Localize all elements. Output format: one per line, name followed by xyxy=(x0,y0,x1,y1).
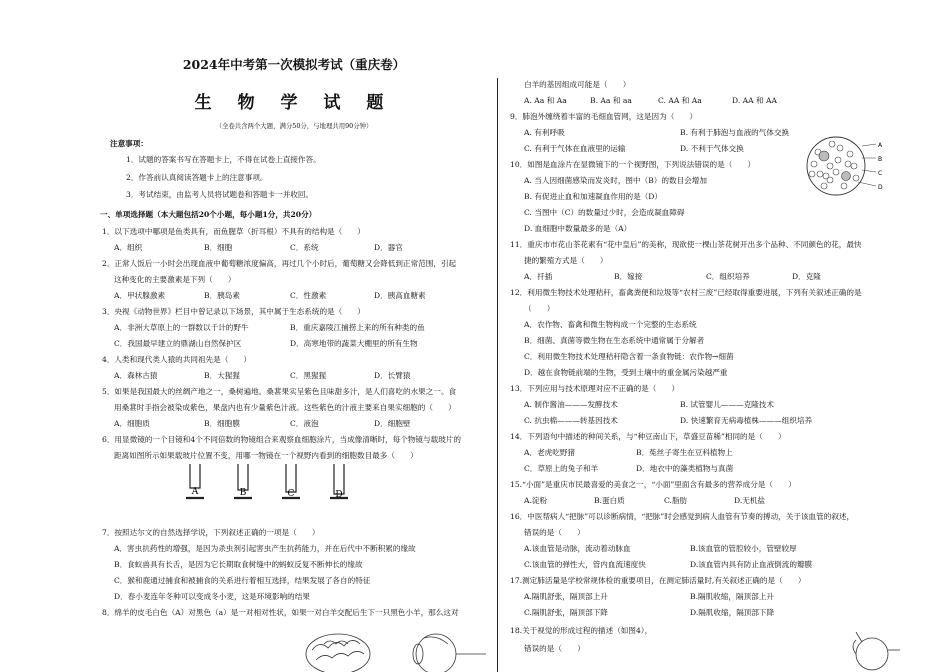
figure-label-a: A xyxy=(878,142,883,149)
option: D．高寒地带的蔬菜大棚里的所有生物 xyxy=(290,339,418,348)
subject-title: 生 物 学 试 题 xyxy=(194,93,394,113)
option: D．地衣中的藻类植物与真菌 xyxy=(636,464,734,473)
option: C．猴和鹿通过捕食和被捕食的关系进行着相互选择，结果发展了各自的特征 xyxy=(114,576,371,585)
option: B. 试管婴儿———克隆技术 xyxy=(680,400,774,409)
question-12: 12．利用微生物技术处理秸秆，畜禽粪便和垃圾等“农村三废”已经取得重要进展，下列有关叙述正确的是 xyxy=(510,288,862,297)
option: C．组织培养 xyxy=(706,272,750,281)
question-8-cont: 白羊的基因组成可能是（ ） xyxy=(524,80,631,89)
notice-item: 1．试题的答案书写在答题卡上，不得在试卷上直接作答。 xyxy=(126,155,321,164)
option: C．系统 xyxy=(290,243,319,252)
eye-figure xyxy=(842,628,902,672)
option: C．利用微生物技术处理秸秆隐含着一条食物链：农作物→细菌 xyxy=(524,352,734,361)
figure-label-c: C xyxy=(878,170,883,177)
question-1: 1．以下选项中哪项是鱼类具有，而鱼腥草（折耳根）不具有的结构是（ ） xyxy=(102,227,366,236)
column-divider xyxy=(497,78,498,672)
option: A．甲状腺激素 xyxy=(114,291,166,300)
option: C.隔肌舒张，隔顶部下降 xyxy=(524,608,608,617)
notice-item: 2．作答前认真阅读答题卡上的注意事项。 xyxy=(126,173,268,182)
question-13: 13．下列应用与技术原理对应不正确的是（ ） xyxy=(510,384,680,393)
option: A．害虫抗药性的增强，是因为杀虫剂引起害虫产生抗药能力，并在后代中不断积累的缘故 xyxy=(114,544,416,553)
option: B．菟丝子寄生在豆科植物上 xyxy=(636,448,733,457)
question-6-cont: 距离如图所示如果载玻片位置不变，用哪一物镜在一个视野内看到的细胞数目最多（ ） xyxy=(114,451,418,460)
question-10: 10．如图是血涂片在显微镜下的一个视野图，下列说法错误的是（ ） xyxy=(510,160,756,169)
option: D.隔肌收缩，隔顶部下降 xyxy=(690,608,775,617)
question-2-cont: 这种变化的主要激素是下列（ ） xyxy=(114,275,236,284)
option: B．食蚁兽具有长舌，是因为它长期取食树缝中的蚂蚁反复不断伸长的缘故 xyxy=(114,560,363,569)
option: D．春小麦连年冬种可以变成冬小麦，这是环境影响的结果 xyxy=(114,592,310,601)
option: B. 有利于肺泡与血液的气体交换 xyxy=(680,128,790,137)
question-18-cont: 错误的是（ ） xyxy=(524,644,585,653)
lens-label-c: C xyxy=(287,489,295,499)
option: B．胰岛素 xyxy=(204,291,240,300)
option: A. 制作酱油———发酵技术 xyxy=(524,400,618,409)
option: B．细胞 xyxy=(204,243,233,252)
option: B.蛋白质 xyxy=(594,496,625,505)
question-9: 9．肺泡外缠绕着丰富的毛细血管网，这是因为（ ） xyxy=(510,112,698,121)
question-5-cont: 用桑葚时手指会被染成紫色，果盘内也有少量紫色汁液。这些紫色的汁液主要来自果实细胞的（ ） xyxy=(114,403,456,412)
option: D. 快速繁育无病毒植株———组织培养 xyxy=(680,416,813,425)
option: A．组织 xyxy=(114,243,143,252)
lens-label-a: A xyxy=(191,487,199,497)
option: D. AA 和 AA xyxy=(732,96,778,105)
blood-smear-figure xyxy=(800,134,886,198)
option: A．非洲大草原上的一群数以千计的野牛 xyxy=(114,323,249,332)
option: A.淀粉 xyxy=(524,496,548,505)
question-16: 16．中医帮病人“把脉”可以诊断病情，“把脉”时会感觉到病人血管有节奏的搏动，关于该血管的叙述， xyxy=(510,512,855,521)
option: D．器官 xyxy=(374,243,403,252)
question-11: 11．重庆市市花山茶花素有“花中皇后”的美称，现欲使一棵山茶花树开出多个品种、不同颜色的花，最快 xyxy=(510,240,862,249)
option: D．胰高血糖素 xyxy=(374,291,426,300)
option: D．克隆 xyxy=(792,272,821,281)
option: C. 有利于气体在血液里的运输 xyxy=(524,144,626,153)
option: A. Aa 和 Aa xyxy=(524,96,567,105)
notice-heading: 注意事项： xyxy=(110,139,148,148)
question-15: 15.“小面”是重庆市民最喜爱的美食之一，“小面”里面含有最多的营养成分是（ ） xyxy=(510,480,796,489)
figure-label-d: D xyxy=(878,184,883,191)
question-18: 18.关于视觉的形成过程的描述（如图4）， xyxy=(510,626,653,635)
question-4: 4．人类和现代类人猿的共同祖先是（ ） xyxy=(102,355,252,364)
option: D.该血管内具有防止血液倒流的瓣膜 xyxy=(690,560,813,569)
brain-eye-figure xyxy=(296,620,496,672)
question-14: 14．下列语句中描述的种间关系，与“种豆南山下，草盛豆苗稀”相同的是（ ） xyxy=(510,432,786,441)
option: C．我国最早建立的鼎湖山自然保护区 xyxy=(114,339,242,348)
option: C. AA 和 Aa xyxy=(658,96,702,105)
option: B．重庆嘉陵江捕捞上来的所有种类的鱼 xyxy=(290,323,425,332)
option: C．液泡 xyxy=(290,419,319,428)
option: D.无机盐 xyxy=(734,496,766,505)
option: A. 当人因细菌感染而发炎时，图中（B）的数目会增加 xyxy=(524,176,707,185)
option: C.该血管的弹性大，管内血流速度快 xyxy=(524,560,646,569)
option: A．农作物、畜禽和微生物构成一个完整的生态系统 xyxy=(524,320,697,329)
option: A．扦插 xyxy=(524,272,553,281)
option: B.隔肌收缩，隔顶部上升 xyxy=(690,592,774,601)
option: B．细胞膜 xyxy=(204,419,240,428)
option: D．长臂猿 xyxy=(374,371,411,380)
option: A.该血管是动脉，流动着动脉血 xyxy=(524,544,631,553)
option: B．大猩猩 xyxy=(204,371,240,380)
question-17: 17.测定肺活量是学校常规体检的重要项目，在测定肺活量时,有关叙述正确的是（ ） xyxy=(510,576,806,585)
option: D．越在食物链前端的生物，受到土壤中的重金属污染越严重 xyxy=(524,368,728,377)
lens-label-b: B xyxy=(239,488,247,498)
figure-label-b: B xyxy=(878,156,883,163)
option: B. Aa 和 aa xyxy=(590,96,632,105)
question-7: 7．按照达尔文的自然选择学说，下列叙述正确的一项是（ ） xyxy=(102,528,320,537)
exam-title: 2024年中考第一次模拟考试（重庆卷） xyxy=(182,57,406,72)
section-heading: 一、单项选择题（本大题包括20个小题，每小题1分，共20分） xyxy=(100,210,317,219)
option: C．黑猩猩 xyxy=(290,371,327,380)
question-16-cont: 错误的是（ ） xyxy=(524,528,585,537)
option: B．细菌、真菌等微生物在生态系统中通常属于分解者 xyxy=(524,336,705,345)
option: D．细胞壁 xyxy=(374,419,411,428)
option: C.脂肪 xyxy=(664,496,688,505)
option: D. 不利于气体交换 xyxy=(680,144,744,153)
option: C. 当图中（C）的数量过少时，会造成凝血障碍 xyxy=(524,208,685,217)
option: B.该血管的管腔较小，管壁较厚 xyxy=(690,544,797,553)
option: D. 血细胞中数量最多的是（A） xyxy=(524,224,632,233)
objective-lens-figure xyxy=(182,462,392,508)
option: A. 有利呼吸 xyxy=(524,128,565,137)
option: A．细胞质 xyxy=(114,419,150,428)
question-12-cont: （ ） xyxy=(524,304,555,313)
option: B．嫁接 xyxy=(614,272,643,281)
option: A．老虎吃野猪 xyxy=(524,448,576,457)
option: A．森林古猿 xyxy=(114,371,158,380)
question-8: 8．绵羊的皮毛白色（A）对黑色（a）是一对相对性状，如果一对白羊交配后生下一只黑色小羊，那么这对 xyxy=(102,608,459,617)
option: C．草原上的兔子和羊 xyxy=(524,464,599,473)
question-3: 3．央视《动物世界》栏目中曾记录以下场景，其中属于生态系统的是（ ） xyxy=(102,307,366,316)
option: C. 抗虫棉———转基因技术 xyxy=(524,416,618,425)
notice-item: 3．考试结束，由监考人员将试题卷和答题卡一并收回。 xyxy=(126,190,314,199)
question-11-cont: 捷的繁殖方式是（ ） xyxy=(524,256,608,265)
option: C．性激素 xyxy=(290,291,327,300)
question-5: 5．如果是我国最大的丝绸产地之一，桑树遍地。桑葚果实呈紫色且味甜多汁，是人们喜吃的水果之一。食 xyxy=(102,387,457,396)
lens-label-d: D xyxy=(335,490,343,500)
option: A.隔肌舒张，隔顶部上升 xyxy=(524,592,608,601)
question-2: 2．正常人饭后一小时会出现血液中葡萄糖浓度偏高，再过几个小时后，葡萄糖又会降低到正常范围，引起 xyxy=(102,259,457,268)
option: B. 有促进止血和加速凝血作用的是（D） xyxy=(524,192,662,201)
exam-note: （全卷共含两个大题，满分50分，与地理共用90分钟） xyxy=(215,122,373,130)
question-6: 6．用显微镜的一个目镜和4个不同倍数的物镜组合来观察血细胞涂片，当成像清晰时，每个物镜与载玻片的 xyxy=(102,435,461,444)
